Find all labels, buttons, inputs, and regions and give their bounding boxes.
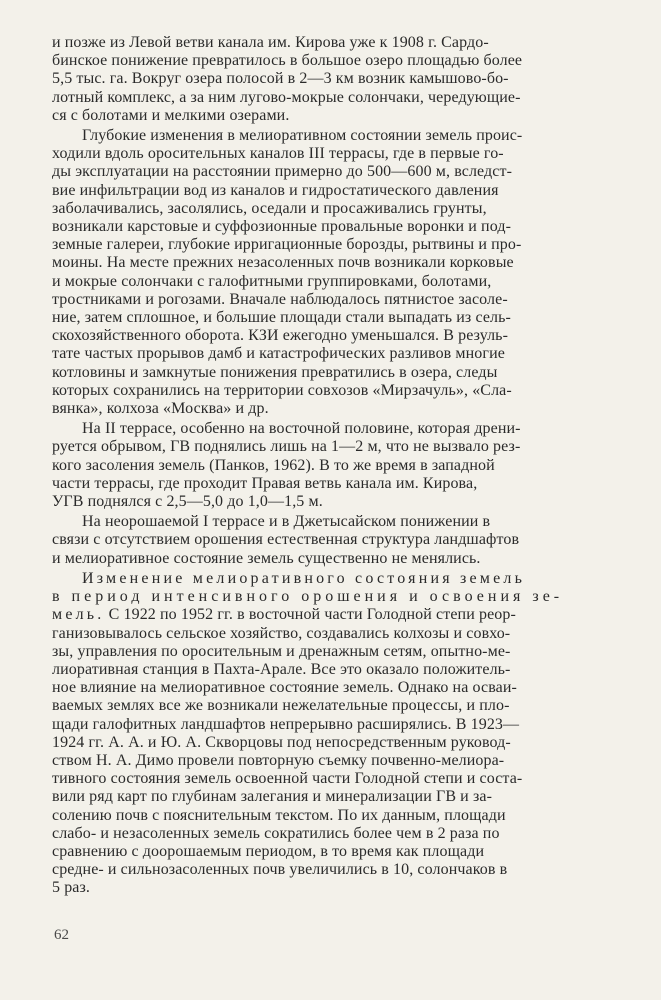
section-heading-line: Изменение мелиоративного состояния земель	[82, 569, 526, 587]
text-line: лотный комплекс, а за ним лугово-мокрые солончаки, чередующие-	[52, 88, 521, 106]
paragraph-2	[52, 127, 620, 418]
text-line: ством Н. А. Димо провели повторную съемку почвенно-мелиора-	[52, 751, 505, 769]
paragraph-4	[52, 513, 620, 568]
paragraph-1	[52, 34, 620, 125]
text-line: Глубокие изменения в мелиоративном состоянии земель проис-	[82, 127, 523, 145]
text-line: сравнению с доорошаемым периодом, в то время как площади	[52, 842, 485, 860]
text-line: которых сохранились на территории совхозов «Мирзачуль», «Сла-	[52, 381, 512, 399]
text-line: и позже из Левой ветви канала им. Кирова уже к 1908 г. Сардо-	[52, 34, 489, 51]
text-line: ваемых землях все же возникали нежелательные процессы, и пло-	[52, 697, 510, 715]
text-line: На неорошаемой I террасе и в Джетысайском понижении в	[82, 513, 491, 531]
text-line: и мелиоративное состояние земель существенно не менялись.	[52, 549, 481, 567]
text-line: моины. На месте прежних незасоленных почв возникали корковые	[52, 254, 514, 272]
text-line: На II террасе, особенно на восточной половине, которая дрени-	[82, 420, 521, 438]
paragraph-5	[52, 570, 620, 898]
text-line: вили ряд карт по глубинам залегания и минерализации ГВ и за-	[52, 788, 492, 806]
text-line: скохозяйственного оборота. КЗИ ежегодно уменьшался. В резуль-	[52, 327, 508, 345]
page-number: 62	[54, 927, 69, 943]
text-line: 5,5 тыс. га. Вокруг озера полосой в 2—3 км возник камышово-бо-	[52, 70, 509, 88]
text-line: ды эксплуатации на расстоянии примерно до 500—600 м, вследст-	[52, 163, 513, 181]
text-line: кого засоления земель (Панков, 1962). В то же время в западной	[52, 456, 495, 474]
text-line: ся с болотами и мелкими озерами.	[52, 106, 290, 124]
text-line: и мокрые солончаки с галофитными группировками, болотами,	[52, 272, 492, 290]
body-text	[52, 34, 620, 898]
text-line: тростниками и рогозами. Вначале наблюдалось пятнистое засоле-	[52, 290, 508, 308]
paragraph-3	[52, 420, 620, 511]
text-line: возникали карстовые и суффозионные провальные воронки и под-	[52, 218, 512, 236]
text-line: ное влияние на мелиоративное состояние земель. Однако на осваи-	[52, 679, 517, 697]
text-line: лиоративная станция в Пахта-Арале. Все это оказало положитель-	[52, 660, 511, 678]
text-line: заболачивались, засолялись, оседали и просаживались грунты,	[52, 199, 487, 217]
text-line: тивного состояния земель освоенной части Голодной степи и соста-	[52, 770, 523, 788]
text-line: руется обрывом, ГВ поднялись лишь на 1—2 м, что не вызвало рез-	[52, 438, 521, 456]
text-line: связи с отсутствием орошения естественная структура ландшафтов	[52, 531, 520, 549]
section-heading-line: мель.	[52, 606, 105, 624]
text-line: части террасы, где проходит Правая ветвь канала им. Кирова,	[52, 474, 478, 492]
text-line: тате частых прорывов дамб и катастрофических разливов многие	[52, 345, 505, 363]
text-line: ходили вдоль оросительных каналов III террасы, где в первые го-	[52, 145, 504, 163]
text-line	[52, 606, 620, 624]
text-line: вянка», колхоза «Москва» и др.	[52, 400, 269, 418]
text-line: котловины и замкнутые понижения превратились в озера, следы	[52, 363, 498, 381]
text-line: вие инфильтрации вод из каналов и гидростатического давления	[52, 181, 499, 199]
text-line: ганизовывалось сельское хозяйство, создавались колхозы и совхо-	[52, 624, 511, 642]
section-heading-line: в период интенсивного орошения и освоения зе-	[52, 588, 564, 606]
text-line-segment: С 1922 по 1952 гг. в восточной части Голодной степи реор-	[108, 606, 516, 624]
text-line: солению почв с пояснительным текстом. По их данным, площади	[52, 806, 506, 824]
text-line: 1924 гг. А. А. и Ю. А. Скворцовы под непосредственным руковод-	[52, 733, 511, 751]
text-line: ние, затем сплошное, и большие площади стали выпадать из сель-	[52, 309, 511, 327]
text-line: зы, управления по оросительным и дренажным сетям, опытно-ме-	[52, 642, 511, 660]
text-line: 5 раз.	[52, 879, 91, 897]
text-line: щади галофитных ландшафтов непрерывно расширялись. В 1923—	[52, 715, 520, 733]
text-line: бинское понижение превратилось в большое озеро площадью более	[52, 52, 523, 70]
text-line: земные галереи, глубокие ирригационные борозды, рытвины и про-	[52, 236, 522, 254]
text-line: УГВ поднялся с 2,5—5,0 до 1,0—1,5 м.	[52, 493, 323, 511]
text-line: слабо- и незасоленных земель сократились более чем в 2 раза по	[52, 824, 500, 842]
text-line: средне- и сильнозасоленных почв увеличились в 10, солончаков в	[52, 861, 508, 879]
